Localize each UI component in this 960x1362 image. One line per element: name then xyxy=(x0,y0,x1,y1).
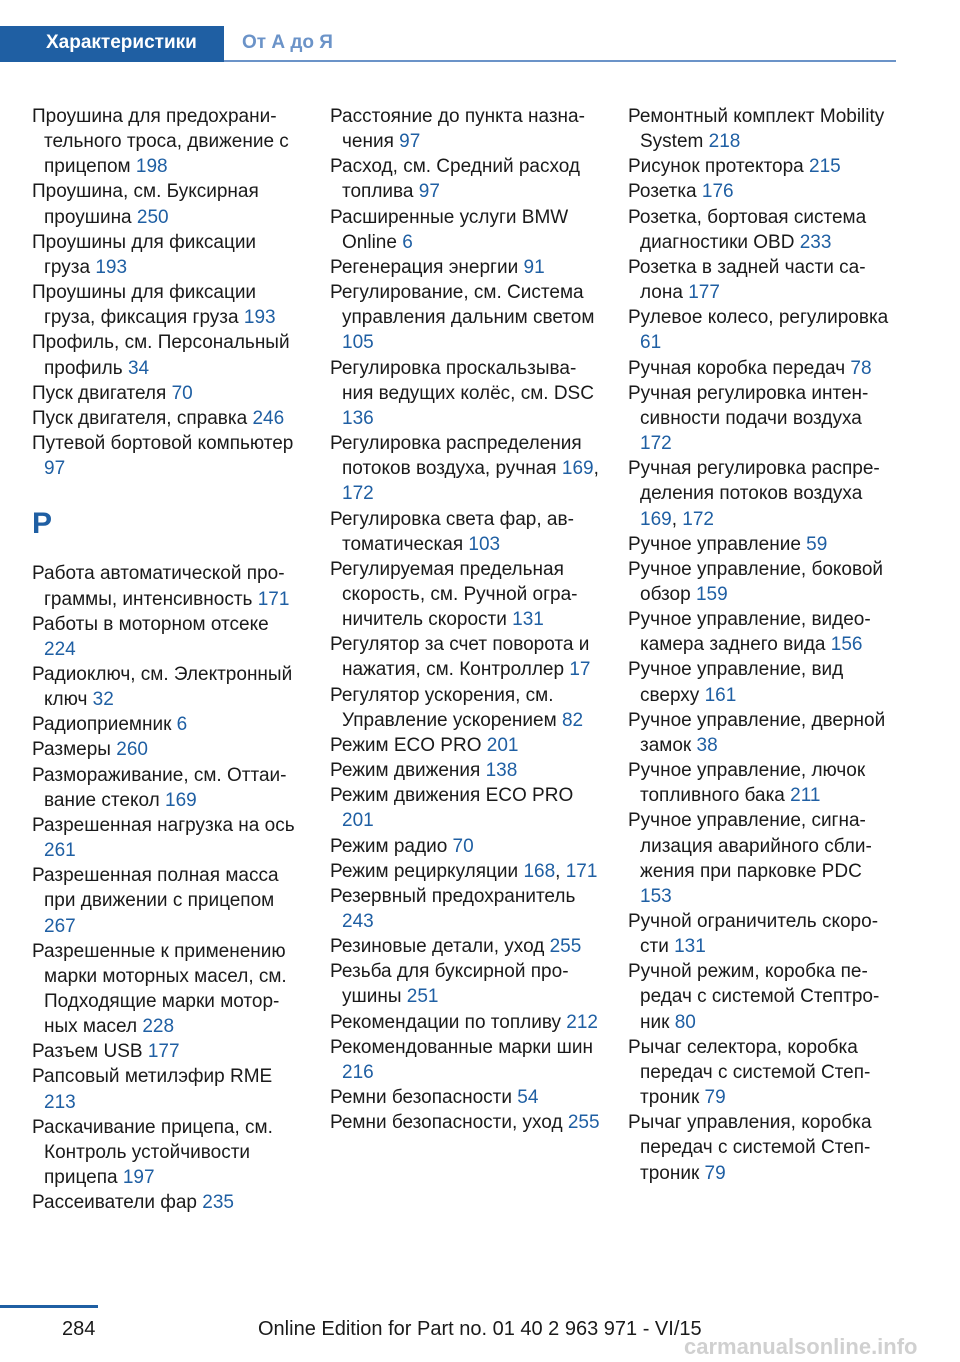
page-link[interactable]: 261 xyxy=(44,840,76,862)
index-entry-text: Ручная коробка передач xyxy=(628,357,851,379)
index-entry xyxy=(330,959,600,1009)
index-entry-text: Регулятор за счет поворота и нажатия, см. Контроллер xyxy=(330,634,590,681)
header-divider xyxy=(224,60,896,62)
index-entry-text: Ремни безопасности, уход xyxy=(330,1112,568,1134)
page-link[interactable]: 171 xyxy=(565,860,598,882)
index-entry xyxy=(32,1064,302,1114)
index-entry xyxy=(330,1085,600,1110)
page-link[interactable]: 255 xyxy=(567,1112,600,1134)
page-link[interactable]: 235 xyxy=(202,1192,234,1214)
page-link[interactable]: 267 xyxy=(44,915,76,937)
page-link[interactable]: 161 xyxy=(704,684,737,706)
page-link[interactable]: 159 xyxy=(695,583,728,605)
page-link[interactable]: 177 xyxy=(688,282,720,304)
index-entry-text: Ручное управление, вид сверху xyxy=(628,659,844,706)
page-link[interactable]: 224 xyxy=(44,638,76,660)
page-link[interactable]: 78 xyxy=(850,357,872,379)
index-entry-text: Рычаг селектора, коробка передач с системой Стептроник xyxy=(628,1036,871,1109)
page-link[interactable]: 91 xyxy=(523,256,545,278)
index-entry xyxy=(628,959,898,1034)
index-entry-text: Рапсовый метилэфир RME xyxy=(32,1066,273,1088)
index-entry-text: Профиль, см. Персональный профиль xyxy=(32,332,290,379)
index-entry xyxy=(32,813,302,863)
index-entry xyxy=(628,104,898,154)
index-entry xyxy=(32,431,302,481)
index-entry xyxy=(32,179,302,229)
index-entry-text: Ручная регулировка распределения потоков воздуха xyxy=(628,458,880,505)
page-link[interactable]: 216 xyxy=(342,1061,374,1083)
index-entry xyxy=(32,280,302,330)
index-entry xyxy=(628,356,898,381)
page-link[interactable]: 97 xyxy=(399,131,421,153)
index-entry-text: Ручное управление, лючок топливного бака xyxy=(628,760,866,807)
page-link[interactable]: 176 xyxy=(701,181,734,203)
tab-characteristics-label: Характеристики xyxy=(46,32,197,53)
page-link[interactable]: 156 xyxy=(830,634,863,656)
index-entry-text: Работы в моторном отсеке xyxy=(32,613,269,635)
page-link[interactable]: 32 xyxy=(92,689,114,711)
page-link[interactable]: 105 xyxy=(342,332,374,354)
page-link[interactable]: 218 xyxy=(708,131,741,153)
index-entry xyxy=(32,1190,302,1215)
index-column-3 xyxy=(628,104,898,1186)
index-entry-text: Регулировка проскальзывания ведущих колёс, см. DSC xyxy=(330,357,594,404)
index-entry xyxy=(32,104,302,179)
index-entry xyxy=(32,939,302,1040)
tab-a-to-z[interactable]: От А до Я xyxy=(242,32,333,53)
page-link[interactable]: 70 xyxy=(452,835,474,857)
index-entry xyxy=(330,783,600,833)
index-entry-text: Пуск двигателя, справка xyxy=(32,407,253,429)
index-entry-text: Режим движения xyxy=(330,760,486,782)
index-entry xyxy=(32,381,302,406)
index-entry xyxy=(330,507,600,557)
watermark: carmanualsonline.info xyxy=(684,1334,918,1359)
page-link[interactable]: 177 xyxy=(147,1041,180,1063)
page-link[interactable]: 17 xyxy=(569,659,591,681)
page-link[interactable]: 82 xyxy=(561,709,584,731)
index-entry-text: Регулировка распределения потоков воздуха, ручная xyxy=(330,433,582,480)
page-link[interactable]: 169 xyxy=(165,789,197,811)
index-entry xyxy=(628,1035,898,1110)
index-entry xyxy=(628,808,898,909)
index-entry xyxy=(628,909,898,959)
page-link[interactable]: 70 xyxy=(171,382,193,404)
page-link[interactable]: 243 xyxy=(342,911,374,932)
page-link[interactable]: 228 xyxy=(142,1016,175,1038)
index-entry-text: Рекомендованные марки шин xyxy=(330,1036,593,1058)
page-link[interactable]: 136 xyxy=(342,407,374,429)
page-link[interactable]: 138 xyxy=(485,760,518,782)
index-entry xyxy=(32,763,302,813)
page-link[interactable]: 201 xyxy=(342,810,374,832)
index-entry-text: Пуск двигателя xyxy=(32,382,172,404)
page-link[interactable]: 169 xyxy=(640,508,672,530)
page-link[interactable]: 61 xyxy=(640,332,662,354)
tab-characteristics[interactable] xyxy=(0,26,224,62)
index-entry xyxy=(32,230,302,280)
index-entry-text: Розетка в задней части салона xyxy=(628,256,866,304)
index-entry-text: Раскачивание прицепа, см. Контроль устойчивости прицепа xyxy=(32,1116,273,1189)
index-entry xyxy=(330,356,600,431)
index-entry-text: Рычаг управления, коробка передач с системой Стептроник xyxy=(628,1112,872,1184)
index-entry-text: Ручной режим, коробка передач с системой Стептроник xyxy=(628,961,880,1033)
index-entry-text: Расстояние до пункта назначения xyxy=(330,106,585,153)
page-link[interactable]: 34 xyxy=(127,357,150,379)
page-link[interactable]: 169 xyxy=(561,458,594,480)
page-link[interactable]: 172 xyxy=(342,483,374,505)
page-link[interactable]: 260 xyxy=(116,739,148,761)
page-separator: , xyxy=(593,458,599,480)
index-entry xyxy=(628,381,898,456)
index-entry-text: Радиоприемник xyxy=(32,714,177,736)
index-entry-text: Разъем USB xyxy=(32,1041,148,1063)
index-entry-text: Расход, см. Средний расход топлива xyxy=(330,156,580,203)
index-entry-text: Ручное управление, дверной замок xyxy=(628,709,886,756)
index-entry-text: Рассеиватели фар xyxy=(32,1192,203,1214)
index-entry-text: Режим рециркуляции xyxy=(330,860,524,882)
index-entry xyxy=(32,330,302,380)
index-entry-text: Ручная регулировка интенсивности подачи воздуха xyxy=(628,382,869,429)
index-entry-text: Радиоключ, см. Электронный ключ xyxy=(32,663,293,711)
index-entry xyxy=(32,863,302,938)
page-link[interactable]: 212 xyxy=(566,1011,598,1033)
index-entry xyxy=(628,1110,898,1185)
page-link[interactable]: 198 xyxy=(135,156,168,178)
index-entry xyxy=(330,758,600,783)
index-entry xyxy=(330,104,600,154)
index-entry xyxy=(628,607,898,657)
page-link[interactable]: 38 xyxy=(696,734,718,756)
index-entry-text: Проушины для фиксации груза xyxy=(32,231,257,278)
index-entry xyxy=(628,205,898,255)
page-link[interactable]: 250 xyxy=(136,206,169,228)
index-entry xyxy=(330,557,600,632)
index-entry xyxy=(32,1039,302,1064)
page-header xyxy=(0,0,960,62)
index-entry-text: Рекомендации по топливу xyxy=(330,1011,567,1033)
index-entry-text: Путевой бортовой компьютер xyxy=(32,433,294,455)
index-entry xyxy=(628,456,898,531)
index-entry-text: Режим радио xyxy=(330,835,453,857)
index-entry xyxy=(628,255,898,305)
index-entry-text: Регулятор ускорения, см. Управление ускорением xyxy=(330,684,562,731)
page-link[interactable]: 168 xyxy=(523,860,556,882)
index-column-1 xyxy=(32,104,302,1215)
index-entry xyxy=(32,737,302,762)
index-entry xyxy=(628,154,898,179)
page-link[interactable]: 201 xyxy=(486,734,519,756)
index-entry-text: Проушина для предохранительного троса, движение с прицепом xyxy=(32,106,289,178)
section-letter: Р xyxy=(32,507,53,541)
index-entry-text: Работа автоматической программы, интенсивность xyxy=(32,563,285,610)
page-link[interactable]: 172 xyxy=(640,433,672,455)
page-number: 284 xyxy=(62,1318,96,1340)
index-entry xyxy=(628,532,898,557)
index-entry xyxy=(628,179,898,204)
page-link[interactable]: 197 xyxy=(122,1167,155,1189)
page-link[interactable]: 97 xyxy=(44,458,66,480)
index-entry-text: Ручное управление xyxy=(628,533,807,555)
page-link[interactable]: 193 xyxy=(95,256,128,278)
page-link[interactable]: 153 xyxy=(640,885,672,907)
index-entry-text: Режим движения ECO PRO xyxy=(330,785,574,807)
index-entry-text: Резиновые детали, уход xyxy=(330,936,550,958)
index-entry-text: Проушины для фиксации груза, фиксация груза xyxy=(32,282,257,329)
index-entry xyxy=(330,884,600,934)
index-entry xyxy=(628,758,898,808)
page-link[interactable]: 97 xyxy=(418,181,440,203)
index-entry-text: Ремни безопасности xyxy=(330,1087,518,1109)
index-entry-text: Регенерация энергии xyxy=(330,256,524,278)
page-link[interactable]: 6 xyxy=(176,714,188,736)
edition-text: Online Edition for Part no. 01 40 2 963 971 - VI/15 xyxy=(258,1318,702,1340)
index-entry-text: Разрешенная нагрузка на ось xyxy=(32,814,295,836)
index-entry-text: Регулируемая предельная скорость, см. Ручной ограничитель скорости xyxy=(330,558,578,631)
index-entry-text: Ремонтный комплект Mobility System xyxy=(628,106,885,153)
index-entry xyxy=(330,255,600,280)
page-link[interactable]: 215 xyxy=(809,156,841,178)
index-entry xyxy=(330,632,600,682)
page-link[interactable]: 255 xyxy=(549,936,582,958)
page-link[interactable]: 79 xyxy=(704,1162,726,1184)
footer-divider xyxy=(0,1305,98,1308)
index-entry xyxy=(330,1010,600,1035)
index-entry xyxy=(330,205,600,255)
index-entry xyxy=(330,1110,600,1135)
index-entry xyxy=(330,154,600,204)
index-entry-text: Ручное управление, боковой обзор xyxy=(628,558,884,605)
index-entry-text: Регулирование, см. Система управления дальним светом xyxy=(330,282,595,329)
index-entry xyxy=(32,612,302,662)
index-entry xyxy=(32,406,302,431)
page-link[interactable]: 172 xyxy=(682,508,714,530)
index-entry-text: Разрешенная полная масса при движении с прицепом xyxy=(32,865,279,912)
page-link[interactable]: 193 xyxy=(243,307,276,329)
index-entry xyxy=(330,859,600,884)
index-entry-text: Режим ECO PRO xyxy=(330,734,487,756)
index-entry-text: Расширенные услуги BMW Online xyxy=(330,206,569,253)
index-entry xyxy=(330,934,600,959)
index-entry-text: Ручное управление, сигнализация аварийного сближения при парковке PDC xyxy=(628,810,872,882)
index-entry-text: Разрешенные к применению марки моторных масел, см. Подходящие марки моторных масел xyxy=(32,940,287,1038)
page-link[interactable]: 80 xyxy=(674,1011,696,1033)
index-entry xyxy=(628,557,898,607)
index-entry-text: Розетка, бортовая система диагностики OBD xyxy=(628,206,867,253)
index-entry xyxy=(330,834,600,859)
page-link[interactable]: 131 xyxy=(674,936,706,958)
index-entry xyxy=(628,305,898,355)
page-link[interactable]: 79 xyxy=(704,1087,726,1109)
page-link[interactable]: 233 xyxy=(799,231,832,253)
index-entry-text: Рисунок протектора xyxy=(628,156,809,178)
index-entry xyxy=(628,657,898,707)
index-column-2 xyxy=(330,104,600,1135)
page-link[interactable]: 54 xyxy=(517,1087,539,1109)
index-entry xyxy=(32,662,302,712)
page-link[interactable]: 246 xyxy=(252,407,285,429)
index-entry-text: Ручное управление, видеокамера заднего вида xyxy=(628,609,871,656)
page-link[interactable]: 103 xyxy=(468,533,501,555)
index-entry-text: Ручной ограничитель скорости xyxy=(628,911,879,958)
page-link[interactable]: 131 xyxy=(512,609,544,631)
index-entry-text: Рулевое колесо, регулировка xyxy=(628,307,889,329)
page-link[interactable]: 211 xyxy=(790,785,821,807)
page-link[interactable]: 59 xyxy=(806,533,828,555)
index-entry xyxy=(330,431,600,506)
page-link[interactable]: 213 xyxy=(44,1091,76,1113)
index-entry-text: Резервный предохранитель xyxy=(330,885,576,907)
page-link[interactable]: 171 xyxy=(257,588,290,610)
page-link[interactable]: 6 xyxy=(402,231,413,253)
index-entry xyxy=(330,1035,600,1085)
index-entry xyxy=(32,1115,302,1190)
index-entry-text: Розетка xyxy=(628,181,702,203)
page-separator: , xyxy=(671,508,683,530)
index-entry xyxy=(330,733,600,758)
index-entry xyxy=(32,561,302,611)
page-link[interactable]: 251 xyxy=(406,986,439,1008)
index-entry-text: Размораживание, см. Оттаивание стекол xyxy=(32,764,287,811)
index-entry xyxy=(330,280,600,355)
index-entry xyxy=(628,708,898,758)
index-entry-text: Размеры xyxy=(32,739,117,761)
index-entry xyxy=(330,683,600,733)
page-separator: , xyxy=(555,860,566,882)
index-entry-text: Резьба для буксирной проушины xyxy=(330,961,569,1008)
index-entry-text: Проушина, см. Буксирная проушина xyxy=(32,181,259,228)
index-entry-text: Регулировка света фар, автоматическая xyxy=(330,508,574,555)
index-entry xyxy=(32,712,302,737)
